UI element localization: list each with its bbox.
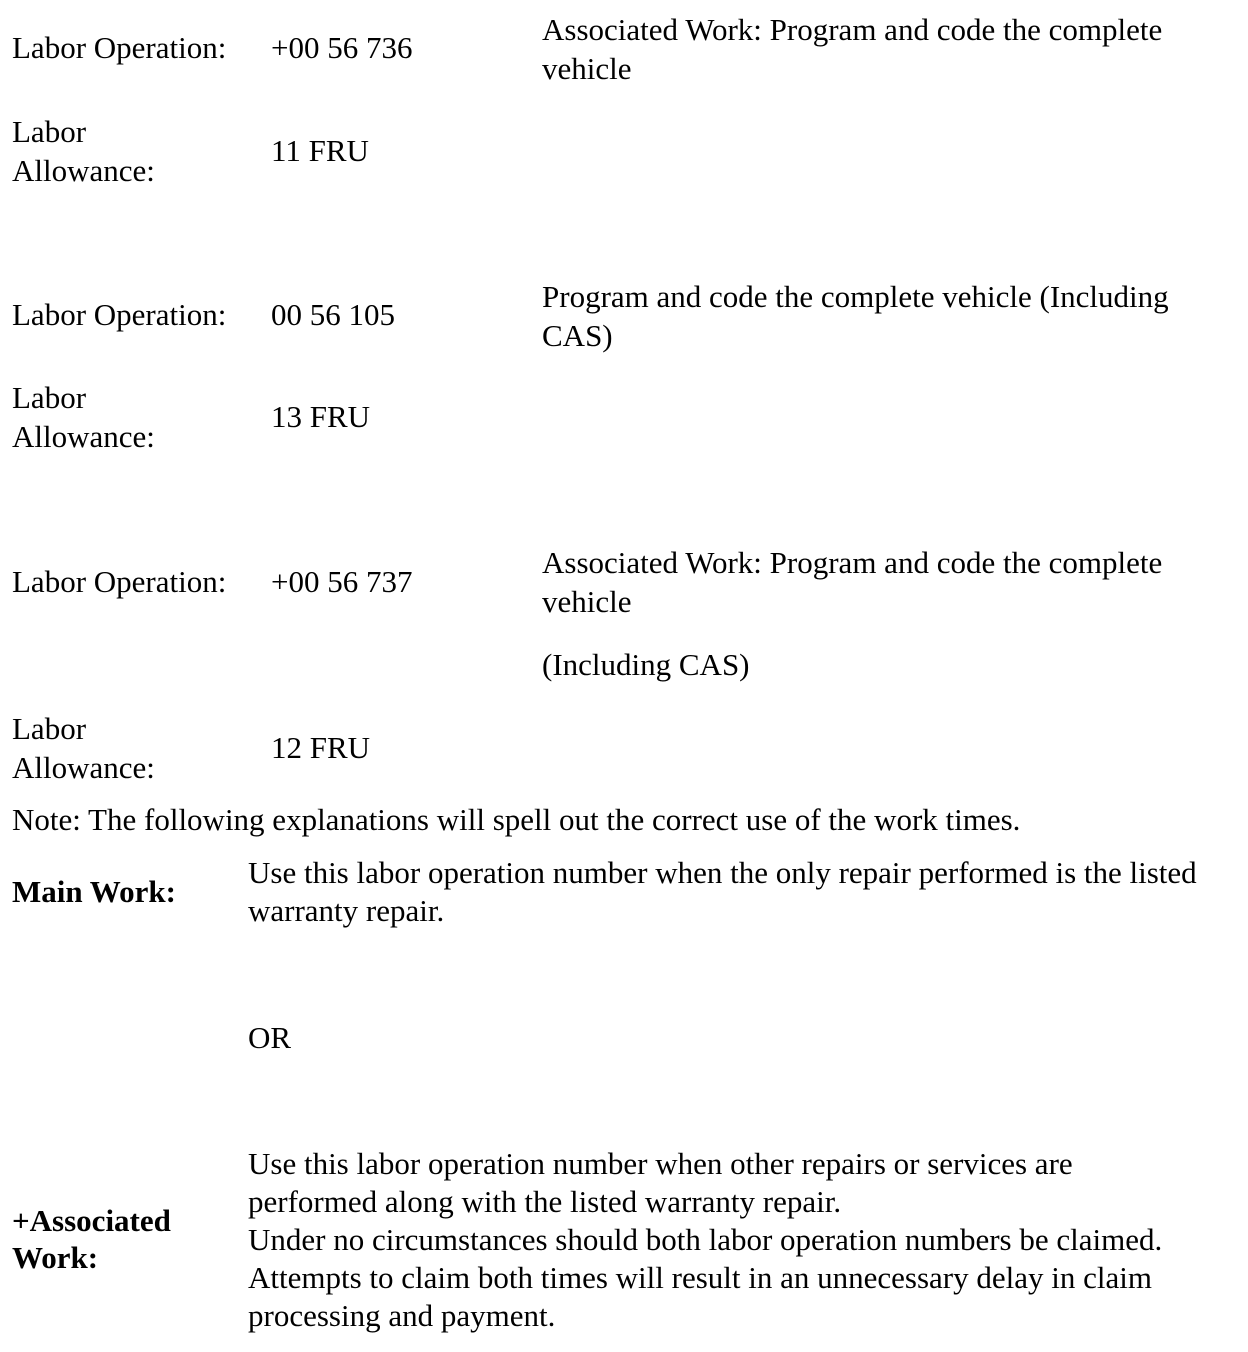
labor-allowance-label: Allowance: [12, 153, 155, 188]
labor-operation-description: Program and code the complete vehicle (Including CAS) [542, 279, 1169, 353]
labor-allowance-label: Allowance: [12, 419, 155, 454]
main-work-text: Use this labor operation number when the only repair performed is the listed warranty repair. [248, 855, 1197, 928]
associated-work-text: processing and payment. [248, 1298, 556, 1333]
labor-allowance-label: Labor [12, 711, 87, 746]
associated-work-label: Work: [12, 1240, 99, 1275]
labor-allowance-label: Labor [12, 380, 87, 415]
associated-work-label: +Associated [12, 1203, 171, 1238]
labor-operation-label: Labor Operation: [12, 30, 227, 65]
note-text: Note: The following explanations will spell out the correct use of the work times. [12, 802, 1021, 837]
associated-work-text: Under no circumstances should both labor operation numbers be claimed. [248, 1222, 1163, 1257]
labor-operation-code: 00 56 105 [271, 297, 395, 332]
labor-operation-label: Labor Operation: [12, 297, 227, 332]
labor-allowance-value: 12 FRU [271, 730, 371, 765]
labor-operation-description: Associated Work: Program and code the complete vehicle [542, 545, 1163, 619]
labor-allowance-value: 13 FRU [271, 399, 371, 434]
labor-allowance-label: Allowance: [12, 750, 155, 785]
labor-operation-label: Labor Operation: [12, 564, 227, 599]
associated-work-text: Attempts to claim both times will result in an unnecessary delay in claim [248, 1260, 1152, 1295]
labor-operation-code: +00 56 736 [271, 30, 413, 65]
labor-allowance-label: Labor [12, 114, 87, 149]
labor-operation-code: +00 56 737 [271, 564, 413, 599]
labor-operation-description: Associated Work: Program and code the complete vehicle [542, 12, 1163, 86]
labor-allowance-value: 11 FRU [271, 133, 369, 168]
main-work-label: Main Work: [12, 874, 176, 909]
associated-work-text: Use this labor operation number when other repairs or services are [248, 1146, 1073, 1181]
or-separator: OR [248, 1020, 292, 1055]
labor-operation-description-extra: (Including CAS) [542, 647, 750, 682]
associated-work-text: performed along with the listed warranty repair. [248, 1184, 842, 1219]
